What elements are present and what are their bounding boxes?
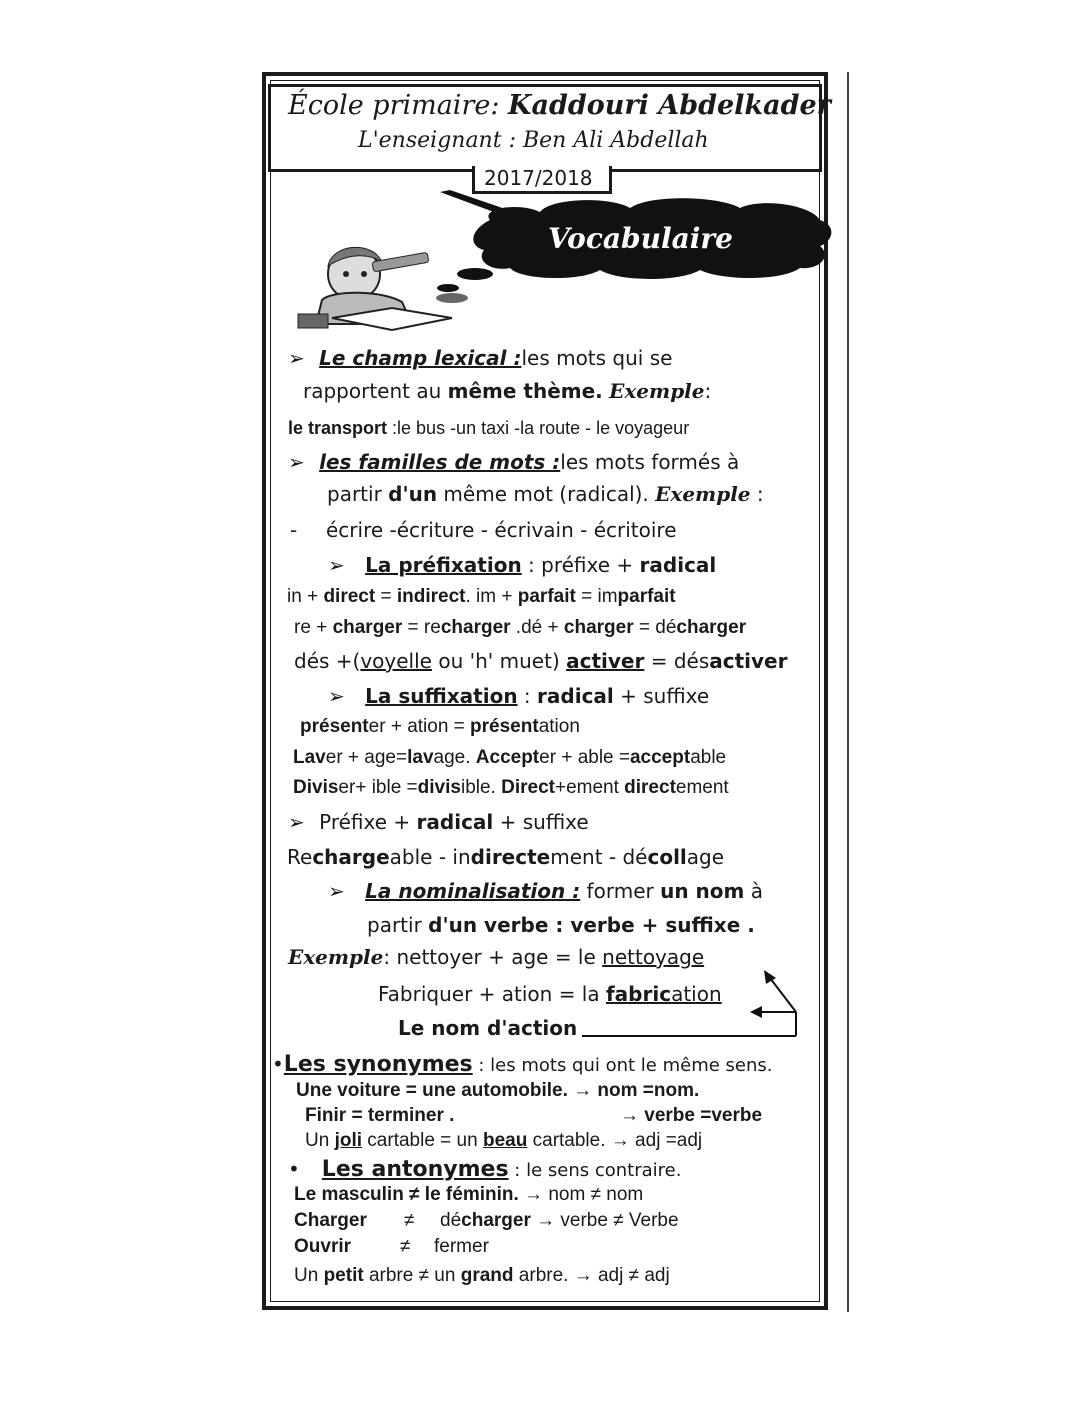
familles-dash: - xyxy=(290,518,298,542)
prefixation-example-3 xyxy=(294,649,787,673)
text-fragment: nettoyage xyxy=(602,945,705,969)
text-fragment: radical xyxy=(537,684,614,708)
text-fragment: arbre ≠ un xyxy=(363,1265,461,1286)
text-fragment: Une voiture = une automobile. xyxy=(296,1080,574,1101)
text-fragment: + suffixe xyxy=(493,810,589,834)
text-fragment: .dé + xyxy=(510,617,564,638)
champ-def-2b: même thème. xyxy=(447,379,603,403)
text-fragment: petit xyxy=(323,1265,364,1286)
text-fragment: charger xyxy=(461,1210,531,1231)
text-fragment: er + age= xyxy=(325,747,408,768)
combo-example xyxy=(287,845,724,869)
champ-lexical-heading: Le champ lexical : xyxy=(319,346,522,370)
text-fragment: joli xyxy=(334,1130,363,1151)
antonymes-heading-line xyxy=(288,1157,681,1182)
text-fragment: = re xyxy=(402,617,441,638)
prefixation-heading: La préfixation xyxy=(365,553,522,577)
text-fragment: able - in xyxy=(389,845,471,869)
text-fragment: partir xyxy=(367,913,429,937)
exemple-label: Exemple xyxy=(655,482,751,506)
familles-def-2a: partir xyxy=(327,482,389,506)
familles-line-2 xyxy=(327,482,764,506)
prefixation-rule-b: radical xyxy=(639,553,717,577)
text-fragment: ible. xyxy=(460,777,502,798)
nom-action-label: Le nom d'action xyxy=(398,1016,578,1040)
prefixation-example-1 xyxy=(287,586,676,608)
antonymes-heading: Les antonymes xyxy=(321,1157,509,1182)
text-fragment: Re xyxy=(287,845,313,869)
text-fragment: d'un verbe xyxy=(428,913,549,937)
text-fragment: Charger xyxy=(294,1210,367,1231)
synonymes-example-3 xyxy=(305,1130,702,1152)
text-fragment: Un xyxy=(305,1130,335,1151)
antonymes-example-3-rest: fermer xyxy=(434,1236,489,1257)
text-fragment: able xyxy=(690,747,727,768)
champ-lexical-line-1 xyxy=(288,346,672,370)
text-fragment: Accept xyxy=(475,747,540,768)
exemple-label: Exemple xyxy=(288,945,384,969)
synonymes-example-2a: Finir = terminer . xyxy=(305,1105,455,1126)
text-fragment: . im + xyxy=(465,586,518,607)
text-fragment: indirect xyxy=(396,586,466,607)
synonymes-heading: Les synonymes xyxy=(283,1052,473,1077)
text-fragment: cartable = un xyxy=(362,1130,483,1151)
synonymes-def: : les mots qui ont le même sens. xyxy=(472,1055,773,1076)
text-fragment: Fabriquer + ation = la xyxy=(378,982,606,1006)
champ-lexical-example xyxy=(288,418,689,439)
arrow-marker: ➢ xyxy=(328,553,345,577)
text-fragment: charger xyxy=(440,617,511,638)
text-fragment: charger xyxy=(563,617,634,638)
familles-example: écrire -écriture - écrivain - écritoire xyxy=(326,518,677,542)
antonymes-example-3-sign: ≠ xyxy=(400,1236,411,1257)
text-fragment: = im xyxy=(575,586,618,607)
page-title: Vocabulaire xyxy=(548,222,733,255)
antonymes-def: : le sens contraire. xyxy=(508,1160,682,1181)
champ-def-2a: rapportent au xyxy=(303,379,448,403)
familles-heading: les familles de mots : xyxy=(319,450,561,474)
text-fragment: présent xyxy=(470,716,539,737)
antonymes-example-2-rest xyxy=(440,1210,679,1232)
synonymes-heading-line xyxy=(272,1052,773,1077)
school-line xyxy=(288,90,831,121)
text-fragment: activer xyxy=(709,649,788,673)
familles-def-1: les mots formés à xyxy=(560,450,740,474)
combo-heading-line xyxy=(288,810,589,834)
colon: : xyxy=(750,482,764,506)
text-fragment: ation xyxy=(671,982,722,1006)
text-fragment: direct xyxy=(323,586,376,607)
teacher-label: L'enseignant : xyxy=(358,128,516,153)
school-name: Kaddouri Abdelkader xyxy=(508,90,831,121)
year-label: 2017/2018 xyxy=(484,166,593,190)
text-fragment: age xyxy=(686,845,725,869)
antonymes-example-4 xyxy=(294,1265,670,1287)
text-fragment: → nom =nom. xyxy=(573,1080,700,1101)
text-fragment: présent xyxy=(300,716,369,737)
text-fragment: charge xyxy=(312,845,390,869)
champ-example-head: le transport xyxy=(288,418,388,438)
antonymes-example-1 xyxy=(294,1184,643,1206)
text-fragment: direct xyxy=(624,777,676,798)
arrow-marker: ➢ xyxy=(328,684,345,708)
text-fragment: Direct xyxy=(501,777,555,798)
text-fragment: Un xyxy=(294,1265,324,1286)
familles-def-2c: même mot (radical). xyxy=(437,482,649,506)
text-fragment: ment - dé xyxy=(550,845,648,869)
text-fragment: = dé xyxy=(633,617,677,638)
text-fragment: = xyxy=(375,586,397,607)
text-fragment: = dés xyxy=(644,649,710,673)
text-fragment: voyelle xyxy=(360,649,432,673)
text-fragment: lav xyxy=(407,747,434,768)
champ-example-words: :le bus -un taxi -la route - le voyageur xyxy=(387,418,690,438)
colon: : xyxy=(704,379,712,403)
prefixation-rule-a: : préfixe + xyxy=(521,553,640,577)
text-fragment: age. xyxy=(433,747,476,768)
bullet: • xyxy=(272,1052,284,1076)
text-fragment: → verbe ≠ Verbe xyxy=(530,1210,679,1231)
text-fragment: fabric xyxy=(605,982,672,1006)
text-fragment: charger xyxy=(332,617,403,638)
text-fragment: +ement xyxy=(554,777,625,798)
text-fragment: Divis xyxy=(293,777,339,798)
text-fragment: activer xyxy=(566,649,645,673)
text-fragment: er + ation = xyxy=(368,716,471,737)
text-fragment: arbre. → adj ≠ adj xyxy=(513,1265,670,1286)
champ-lexical-line-2 xyxy=(303,379,711,403)
nominalisation-line-2 xyxy=(367,913,755,937)
text-fragment: parfait xyxy=(617,586,676,607)
text-fragment: in + xyxy=(287,586,324,607)
text-fragment: grand xyxy=(460,1265,514,1286)
text-fragment: coll xyxy=(647,845,687,869)
text-fragment: cartable. → adj =adj xyxy=(527,1130,703,1151)
text-fragment: + suffixe xyxy=(613,684,710,708)
text-fragment: : xyxy=(517,684,538,708)
text-fragment: : nettoyer + age = le xyxy=(383,945,603,969)
familles-line-1 xyxy=(288,450,739,474)
text-fragment: ement xyxy=(675,777,729,798)
suffixation-heading-line xyxy=(328,684,709,708)
antonymes-example-2 xyxy=(294,1210,367,1232)
nom-action-arrow-graphic xyxy=(580,968,810,1040)
text-fragment: er+ ible = xyxy=(338,777,418,798)
text-fragment: charger xyxy=(676,617,747,638)
arrow-marker: ➢ xyxy=(288,346,305,370)
page-edge-line xyxy=(847,72,849,1312)
text-fragment: Lav xyxy=(293,747,326,768)
nominalisation-example-1 xyxy=(288,945,704,969)
text-fragment: : verbe + suffixe . xyxy=(548,913,755,937)
exemple-label: Exemple xyxy=(609,379,705,403)
text-fragment: dés +( xyxy=(294,649,361,673)
text-fragment: → nom ≠ nom xyxy=(518,1184,644,1205)
champ-lexical-def-1: les mots qui se xyxy=(521,346,673,370)
text-fragment: former xyxy=(580,879,661,903)
teacher-line xyxy=(358,128,709,153)
teacher-name: Ben Ali Abdellah xyxy=(522,128,709,153)
nominalisation-heading-line xyxy=(328,879,763,903)
text-fragment: dé xyxy=(440,1210,462,1231)
synonymes-example-2b: → verbe =verbe xyxy=(620,1105,763,1126)
synonymes-example-1 xyxy=(296,1080,699,1102)
text-fragment: ou 'h' muet) xyxy=(431,649,567,673)
suffixation-heading: La suffixation xyxy=(365,684,518,708)
text-fragment: beau xyxy=(482,1130,528,1151)
text-fragment: re + xyxy=(294,617,333,638)
nominalisation-heading: La nominalisation : xyxy=(365,879,581,903)
text-fragment: Préfixe + xyxy=(319,810,417,834)
text-fragment: divis xyxy=(417,777,461,798)
arrow-marker: ➢ xyxy=(288,810,305,834)
text-fragment: er + able = xyxy=(539,747,630,768)
text-fragment: à xyxy=(744,879,763,903)
prefixation-heading-line xyxy=(328,553,716,577)
arrow-marker: ➢ xyxy=(328,879,345,903)
school-label: École primaire: xyxy=(288,90,500,121)
familles-def-2b: d'un xyxy=(388,482,438,506)
suffixation-example-2 xyxy=(293,747,726,769)
text-fragment: ation xyxy=(538,716,580,737)
bullet: • xyxy=(288,1157,300,1181)
antonymes-example-3 xyxy=(294,1236,351,1258)
antonymes-example-2-sign: ≠ xyxy=(404,1210,415,1231)
prefixation-example-2 xyxy=(294,617,746,639)
text-fragment: Ouvrir xyxy=(294,1236,352,1257)
suffixation-example-1 xyxy=(300,716,580,738)
suffixation-example-3 xyxy=(293,777,729,799)
text-fragment: un nom xyxy=(660,879,745,903)
arrow-marker: ➢ xyxy=(288,450,305,474)
child-reading-illustration xyxy=(292,226,482,338)
text-fragment: directe xyxy=(470,845,551,869)
text-fragment: radical xyxy=(416,810,494,834)
text-fragment: parfait xyxy=(517,586,576,607)
text-fragment: accept xyxy=(629,747,691,768)
text-fragment: Le masculin ≠ le féminin. xyxy=(294,1184,519,1205)
